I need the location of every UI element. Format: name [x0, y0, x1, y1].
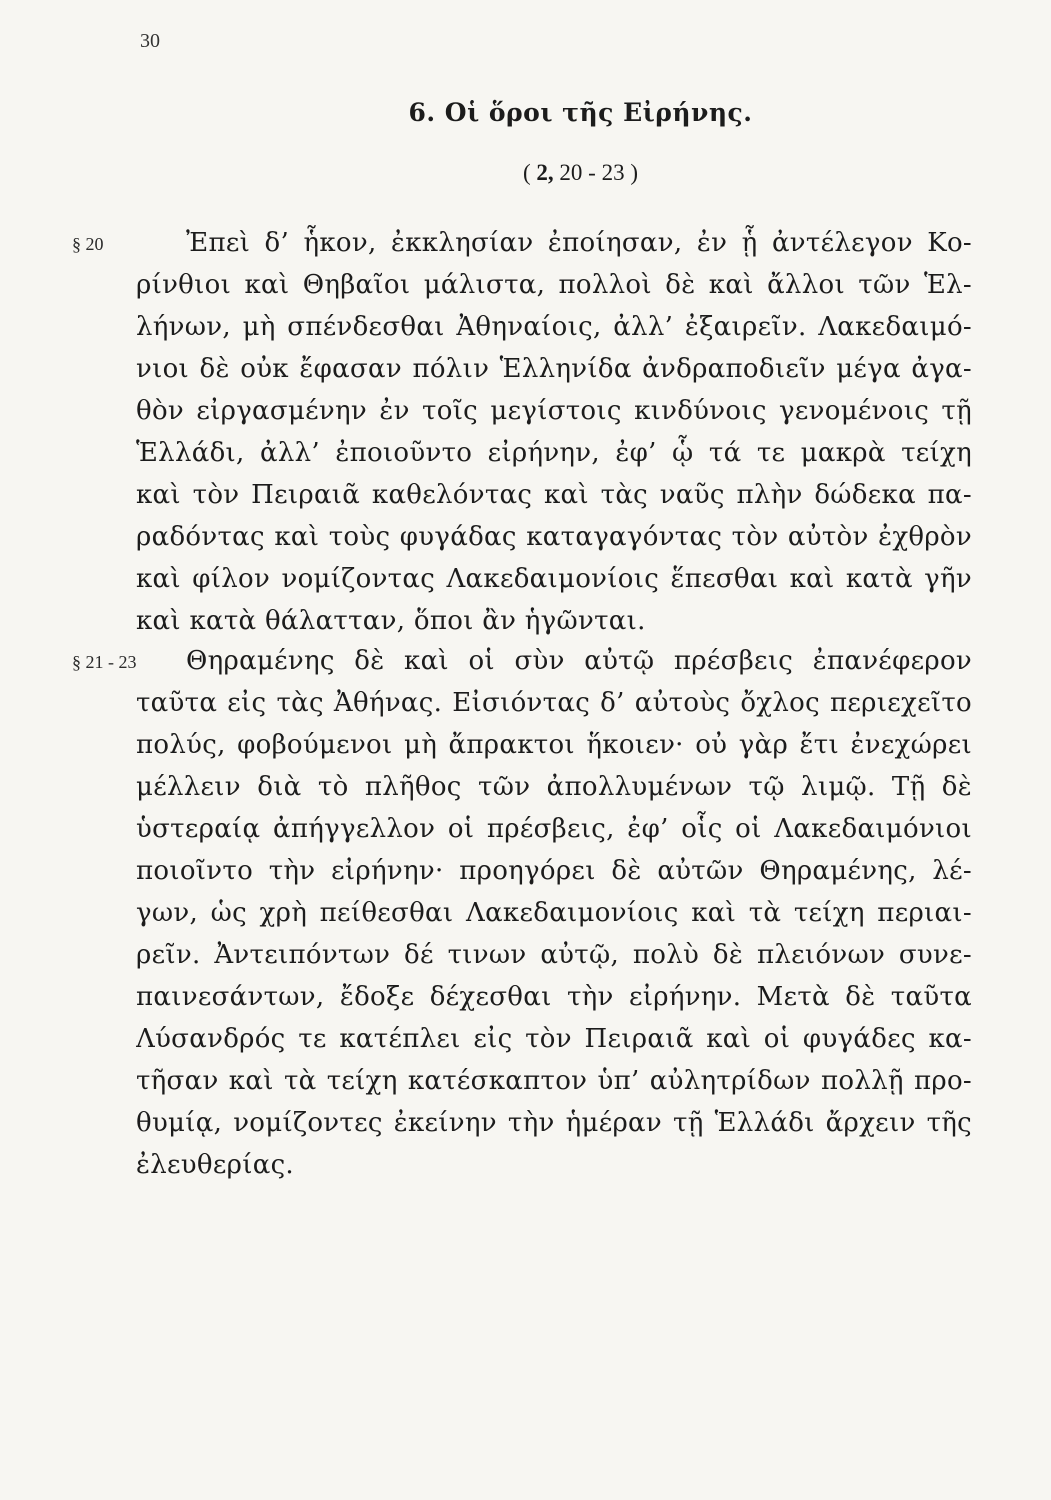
text-line: ταῦτα εἰς τὰς Ἀθήνας. Εἰσιόντας δ’ αὐτοὺς ὄχλος περιεχεῖτο — [136, 688, 972, 718]
subheading-book: 2, — [536, 160, 554, 185]
text-line: Λύσανδρός τε κατέπλει εἰς τὸν Πειραιᾶ καὶ οἱ φυγάδες κα- — [136, 1024, 972, 1054]
text-line: Ἐπεὶ δ’ ἧκον, ἐκκλησίαν ἐποίησαν, ἐν ᾗ ἀντέλεγον Κο- — [186, 228, 972, 258]
section-marker-20: § 20 — [72, 234, 104, 254]
text-line: πολύς, φοβούμενοι μὴ ἄπρακτοι ἥκοιεν· οὐ γὰρ ἔτι ἐνεχώρει — [136, 730, 972, 760]
text-line: καὶ φίλον νομίζοντας Λακεδαιμονίοις ἕπεσθαι καὶ κατὰ γῆν — [136, 564, 972, 594]
text-line: γων, ὡς χρὴ πείθεσθαι Λακεδαιμονίοις καὶ τὰ τείχη περιαι- — [136, 898, 972, 928]
paragraph-21-23 — [136, 640, 972, 1186]
text-line: ραδόντας καὶ τοὺς φυγάδας καταγαγόντας τὸν αὐτὸν ἐχθρὸν — [136, 522, 972, 552]
text-line: μέλλειν διὰ τὸ πλῆθος τῶν ἀπολλυμένων τῷ λιμῷ. Τῇ δὲ — [136, 772, 972, 802]
section-heading: 6. Οἱ ὅροι τῆς Εἰρήνης. — [408, 98, 753, 127]
text-line: θὸν εἰργασμένην ἐν τοῖς μεγίστοις κινδύνοις γενομένοις τῇ — [136, 396, 972, 426]
text-line: ἐλευθερίας. — [136, 1150, 294, 1180]
section-reference-range — [0, 160, 1051, 186]
paragraph-20 — [136, 222, 972, 642]
text-line: παινεσάντων, ἔδοξε δέχεσθαι τὴν εἰρήνην. Μετὰ δὲ ταῦτα — [136, 982, 972, 1012]
text-line: τῆσαν καὶ τὰ τείχη κατέσκαπτον ὑπ’ αὐλητρίδων πολλῇ προ- — [136, 1066, 972, 1096]
text-line: Θηραμένης δὲ καὶ οἱ σὺν αὐτῷ πρέσβεις ἐπανέφερον — [186, 646, 972, 676]
text-line: λήνων, μὴ σπένδεσθαι Ἀθηναίοις, ἀλλ’ ἐξαιρεῖν. Λακεδαιμό- — [136, 312, 972, 342]
section-marker-21-23: § 21 - 23 — [72, 652, 137, 672]
text-line: καὶ κατὰ θάλατταν, ὅποι ἂν ἡγῶνται. — [136, 606, 646, 636]
text-line: καὶ τὸν Πειραιᾶ καθελόντας καὶ τὰς ναῦς πλὴν δώδεκα πα- — [136, 480, 972, 510]
text-line: ποιοῖντο τὴν εἰρήνην· προηγόρει δὲ αὐτῶν Θηραμένης, λέ- — [136, 856, 972, 886]
text-line: ρίνθιοι καὶ Θηβαῖοι μάλιστα, πολλοὶ δὲ καὶ ἄλλοι τῶν Ἑλ- — [136, 270, 972, 300]
text-line: νιοι δὲ οὐκ ἔφασαν πόλιν Ἑλληνίδα ἀνδραποδιεῖν μέγα ἀγα- — [136, 354, 972, 384]
text-line: Ἑλλάδι, ἀλλ’ ἐποιοῦντο εἰρήνην, ἐφ’ ᾧ τά τε μακρὰ τείχη — [136, 438, 972, 468]
text-line: ὑστεραίᾳ ἀπήγγελλον οἱ πρέσβεις, ἐφ’ οἷς οἱ Λακεδαιμόνιοι — [136, 814, 972, 844]
page-number: 30 — [140, 30, 160, 52]
subheading-range: 20 - 23 ) — [553, 160, 638, 185]
text-line: θυμίᾳ, νομίζοντες ἐκείνην τὴν ἡμέραν τῇ Ἑλλάδι ἄρχειν τῆς — [136, 1108, 972, 1138]
text-line: ρεῖν. Ἀντειπόντων δέ τινων αὐτῷ, πολὺ δὲ πλειόνων συνε- — [136, 940, 972, 970]
subheading-open: ( — [523, 160, 537, 185]
